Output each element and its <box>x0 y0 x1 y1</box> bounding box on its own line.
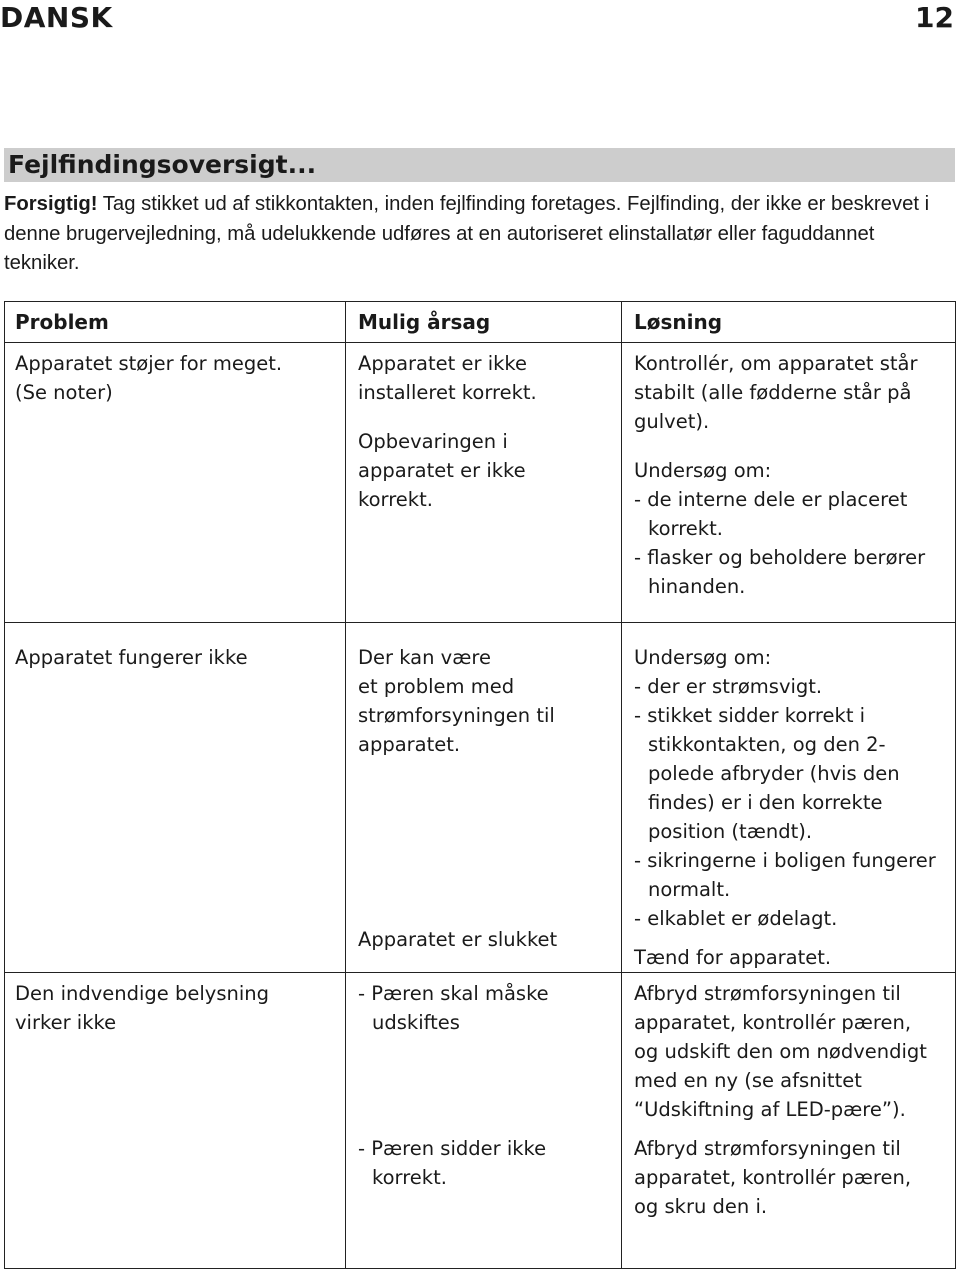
solution-item: - de interne dele er placeret korrekt. <box>634 488 908 540</box>
solution-text: med en ny (se afsnittet <box>634 1069 862 1092</box>
cause-text: Apparatet er slukket <box>358 928 558 951</box>
problem-text: Apparatet fungerer ikke <box>15 646 248 669</box>
page-number: 12 <box>915 1 954 34</box>
cause-text: Der kan være <box>358 646 491 669</box>
solution-text: Afbryd strømforsyningen til <box>634 1137 901 1160</box>
section-title: Fejlfindingsoversigt... <box>4 148 955 182</box>
problem-cell <box>5 623 346 973</box>
column-header-problem: Problem <box>5 302 346 343</box>
solution-item: - flasker og beholdere berører hinanden. <box>634 546 926 598</box>
solution-item: - der er strømsvigt. <box>634 675 823 698</box>
solution-cell <box>622 623 956 973</box>
table-row <box>5 343 956 623</box>
problem-text: virker ikke <box>15 1011 117 1034</box>
cause-text: apparatet. <box>358 733 461 756</box>
solution-text: Afbryd strømforsyningen til <box>634 982 901 1005</box>
intro-text: Tag stikket ud af stikkontakten, inden fejlfinding foretages. Fejlfinding, der ikke er beskrevet i denne brugervejledning, må udelukkende udføres at en autoriseret elinstallatør eller faguddannet tekniker. <box>4 193 930 274</box>
solution-text: Tænd for apparatet. <box>634 946 832 969</box>
cause-text: et problem med <box>358 675 515 698</box>
problem-text: Den indvendige belysning <box>15 982 269 1005</box>
cause-text: strømforsyningen til <box>358 704 555 727</box>
solution-cell <box>622 973 956 1269</box>
cause-text: korrekt. <box>358 488 433 511</box>
problem-cell <box>5 973 346 1269</box>
warning-label: Forsigtig! <box>4 193 98 215</box>
cause-text: - Pæren skal måske udskiftes <box>358 982 549 1034</box>
cause-text: - Pæren sidder ikke korrekt. <box>358 1137 547 1189</box>
solution-text: “Udskiftning af LED-pære”). <box>634 1098 906 1121</box>
table-header-row <box>5 302 956 343</box>
solution-text: gulvet). <box>634 410 710 433</box>
solution-item: - stikket sidder korrekt i stikkontakten, og den 2-polede afbryder (hvis den findes) er i den korrekte position (tændt). <box>634 704 900 843</box>
cause-text: Apparatet er ikke <box>358 352 528 375</box>
solution-item: - sikringerne i boligen fungerer normalt. <box>634 849 936 901</box>
problem-cell <box>5 343 346 623</box>
solution-item: - elkablet er ødelagt. <box>634 907 838 930</box>
column-header-cause: Mulig årsag <box>346 302 622 343</box>
solution-text: stabilt (alle fødderne står på <box>634 381 912 404</box>
cause-text: Opbevaringen i <box>358 430 508 453</box>
solution-text: Kontrollér, om apparatet står <box>634 352 918 375</box>
cause-cell <box>346 343 622 623</box>
cause-text: apparatet er ikke <box>358 459 526 482</box>
column-header-solution: Løsning <box>622 302 956 343</box>
problem-text: Apparatet støjer for meget. <box>15 352 283 375</box>
solution-intro: Undersøg om: <box>634 459 772 482</box>
solution-intro: Undersøg om: <box>634 646 772 669</box>
cause-text: installeret korrekt. <box>358 381 537 404</box>
solution-text: apparatet, kontrollér pæren, <box>634 1011 912 1034</box>
solution-text: apparatet, kontrollér pæren, <box>634 1166 912 1189</box>
cause-cell <box>346 973 622 1269</box>
intro-paragraph <box>4 190 954 279</box>
table-row <box>5 973 956 1269</box>
header-language: DANSK <box>0 1 113 34</box>
table-row <box>5 623 956 973</box>
troubleshooting-table <box>4 301 956 1269</box>
solution-text: og udskift den om nødvendigt <box>634 1040 927 1063</box>
solution-text: og skru den i. <box>634 1195 768 1218</box>
problem-text: (Se noter) <box>15 381 113 404</box>
solution-cell <box>622 343 956 623</box>
cause-cell <box>346 623 622 973</box>
